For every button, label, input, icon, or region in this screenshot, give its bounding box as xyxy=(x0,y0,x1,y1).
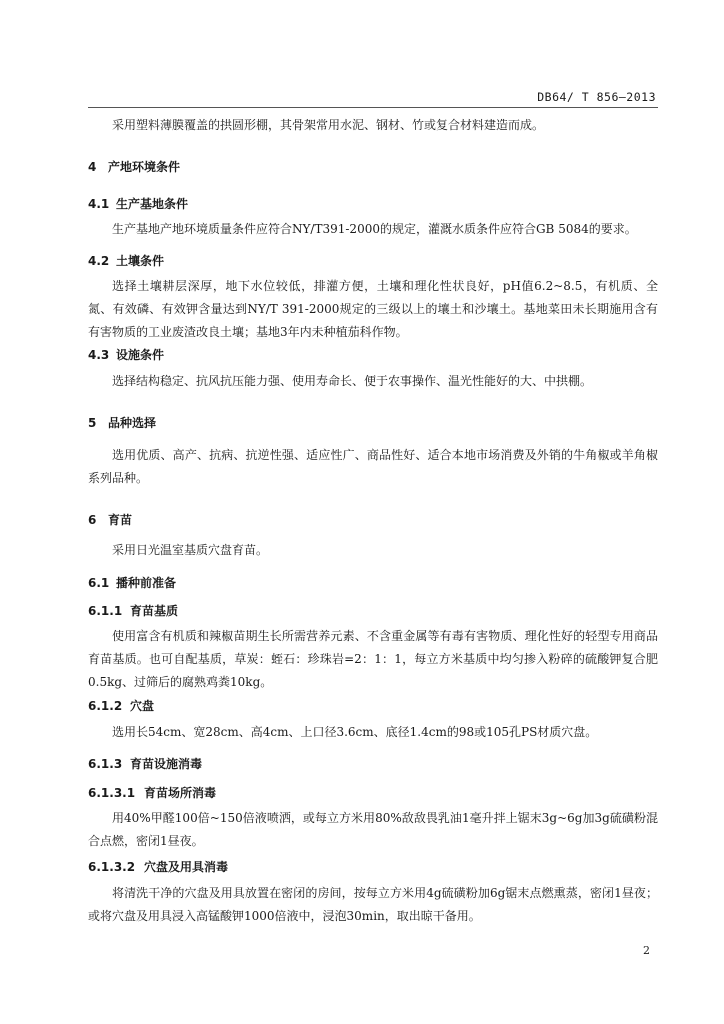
heading-6-1-3-2 xyxy=(88,858,228,875)
heading-6-1-2 xyxy=(88,697,154,714)
heading-number: 6.1.3 xyxy=(88,757,123,771)
paragraph-facility-conditions: 选择结构稳定、抗风抗压能力强、使用寿命长、便于农事操作、温光性能好的大、中拱棚。 xyxy=(112,374,593,388)
heading-number: 6 xyxy=(88,513,97,527)
paragraph-seedling-substrate: 使用富含有机质和辣椒苗期生长所需营养元素、不含重金属等有毒有害物质、理化性好的轻型专用商品育苗基质。也可自配基质，草炭：蛭石：珍珠岩=2：1：1，每立方米基质中均匀掺入粉碎的硫酸钾复合肥0.5kg、过筛后的腐熟鸡粪10kg。 xyxy=(88,629,658,689)
heading-title: 设施条件 xyxy=(116,348,165,362)
heading-6-1-3 xyxy=(88,755,202,772)
heading-title: 育苗 xyxy=(108,513,133,527)
heading-number: 4 xyxy=(88,160,97,174)
heading-title: 穴盘 xyxy=(130,699,155,713)
heading-6-1 xyxy=(88,574,176,591)
heading-number: 6.1.3.1 xyxy=(88,786,136,800)
heading-number: 5 xyxy=(88,416,97,430)
heading-title: 育苗场所消毒 xyxy=(144,786,217,800)
paragraph-soil-conditions: 选择土壤耕层深厚，地下水位较低，排灌方便，土壤和理化性状良好，pH值6.2~8.5，有机质、全氮、有效磷、有效钾含量达到NY/T 391-2000规定的三级以上的壤土和沙壤土。基地菜田未长期施用含有有害物质的工业废渣改良土壤；基地3年内未种植茄科作物。 xyxy=(88,279,658,339)
heading-title: 育苗基质 xyxy=(130,604,179,618)
heading-4-3 xyxy=(88,346,164,363)
heading-title: 育苗设施消毒 xyxy=(130,757,203,771)
heading-4 xyxy=(88,158,180,175)
standard-code: DB64/ T 856—2013 xyxy=(537,90,656,104)
paragraph-site-disinfection: 用40%甲醛100倍~150倍液喷洒，或每立方米用80%敌敌畏乳油1毫升拌上锯末3g~6g加3g硫磺粉混合点燃，密闭1昼夜。 xyxy=(88,811,658,848)
heading-6-1-1 xyxy=(88,602,178,619)
paragraph-variety-selection: 选用优质、高产、抗病、抗逆性强、适应性广、商品性好、适合本地市场消费及外销的牛角椒或羊角椒系列品种。 xyxy=(88,448,658,485)
paragraph-greenhouse-structure: 采用塑料薄膜覆盖的拱圆形棚，其骨架常用水泥、钢材、竹或复合材料建造而成。 xyxy=(112,118,545,132)
heading-6 xyxy=(88,511,132,528)
heading-title: 生产基地条件 xyxy=(116,197,189,211)
heading-4-2 xyxy=(88,252,164,269)
heading-number: 6.1.2 xyxy=(88,699,123,713)
paragraph-seedling-method: 采用日光温室基质穴盘育苗。 xyxy=(112,543,269,557)
heading-title: 产地环境条件 xyxy=(108,160,181,174)
paragraph-tray-disinfection: 将清洗干净的穴盘及用具放置在密闭的房间，按每立方米用4g硫磺粉加6g锯末点燃熏蒸，密闭1昼夜；或将穴盘及用具浸入高锰酸钾1000倍液中，浸泡30min，取出晾干备用。 xyxy=(88,886,658,923)
heading-number: 4.1 xyxy=(88,197,110,211)
heading-6-1-3-1 xyxy=(88,784,216,801)
page-number: 2 xyxy=(643,944,650,957)
heading-title: 穴盘及用具消毒 xyxy=(144,860,229,874)
heading-number: 4.3 xyxy=(88,348,110,362)
paragraph-production-base: 生产基地产地环境质量条件应符合NY/T391-2000的规定，灌溉水质条件应符合GB 5084的要求。 xyxy=(112,222,637,236)
header-rule xyxy=(88,107,658,108)
heading-number: 6.1 xyxy=(88,576,110,590)
heading-title: 品种选择 xyxy=(108,416,157,430)
heading-5 xyxy=(88,414,156,431)
heading-number: 6.1.1 xyxy=(88,604,123,618)
heading-number: 6.1.3.2 xyxy=(88,860,136,874)
heading-title: 土壤条件 xyxy=(116,254,165,268)
heading-4-1 xyxy=(88,195,188,212)
heading-number: 4.2 xyxy=(88,254,110,268)
heading-title: 播种前准备 xyxy=(116,576,177,590)
paragraph-plug-tray: 选用长54cm、宽28cm、高4cm、上口径3.6cm、底径1.4cm的98或105孔PS材质穴盘。 xyxy=(112,725,598,739)
